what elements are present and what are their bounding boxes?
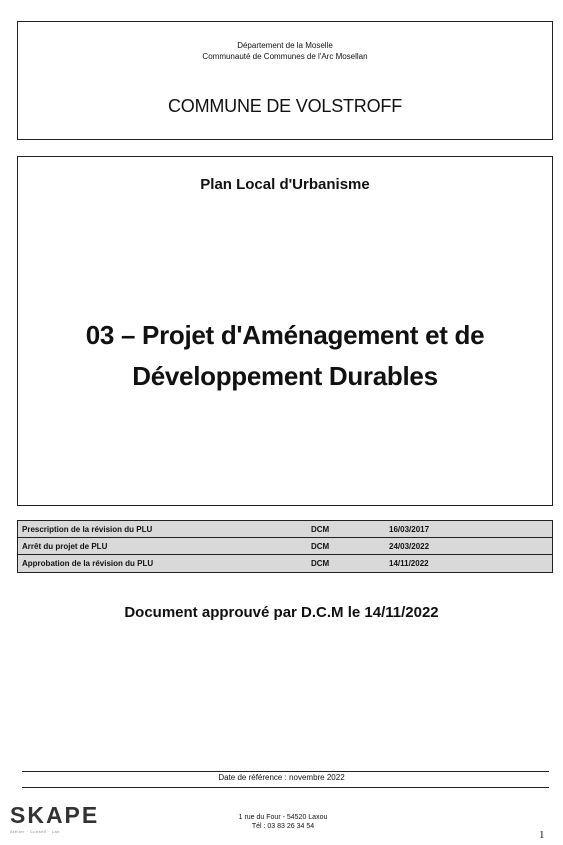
procedure-type: DCM [311, 524, 330, 534]
skape-logo: SKAPE [10, 802, 100, 828]
footer-address [198, 813, 368, 831]
commune-title: COMMUNE DE VOLSTROFF [167, 96, 402, 116]
document-title [18, 315, 552, 397]
document-title-line-2: Développement Durables [132, 361, 438, 391]
table-row [18, 538, 552, 555]
procedure-label: Arrêt du projet de PLU [22, 541, 108, 551]
document-title-box [17, 156, 553, 506]
address-street: 1 rue du Four - 54520 Laxou [238, 814, 328, 821]
procedure-type: DCM [311, 559, 330, 568]
approval-statement: Document approuvé par D.C.M le 14/11/2022 [124, 604, 439, 621]
footer-divider-top [22, 771, 549, 772]
table-row [18, 521, 552, 538]
skape-logo-tagline: Atelier · Conseil · Lab [10, 829, 60, 834]
reference-date: Date de référence : novembre 2022 [218, 773, 345, 782]
procedure-label: Approbation de la révision du PLU [22, 559, 154, 568]
plu-label: Plan Local d'Urbanisme [200, 176, 370, 193]
document-title-line-1: 03 – Projet d'Aménagement et de [85, 320, 485, 350]
procedure-table [17, 520, 553, 573]
address-phone: Tél : 03 83 26 34 54 [251, 823, 315, 830]
procedure-date: 14/11/2022 [389, 559, 429, 568]
communaute-name: Communauté de Communes de l'Arc Mosellan [202, 52, 368, 61]
procedure-date: 24/03/2022 [389, 541, 430, 551]
procedure-label: Prescription de la révision du PLU [22, 524, 153, 534]
header-box [17, 21, 553, 140]
footer-divider-bottom [22, 787, 549, 788]
department-name: Département de la Moselle [237, 41, 333, 50]
procedure-date: 16/03/2017 [389, 524, 430, 534]
procedure-type: DCM [311, 541, 330, 551]
page-number: 1 [539, 829, 545, 841]
department-block [18, 40, 552, 62]
table-row [18, 555, 552, 572]
